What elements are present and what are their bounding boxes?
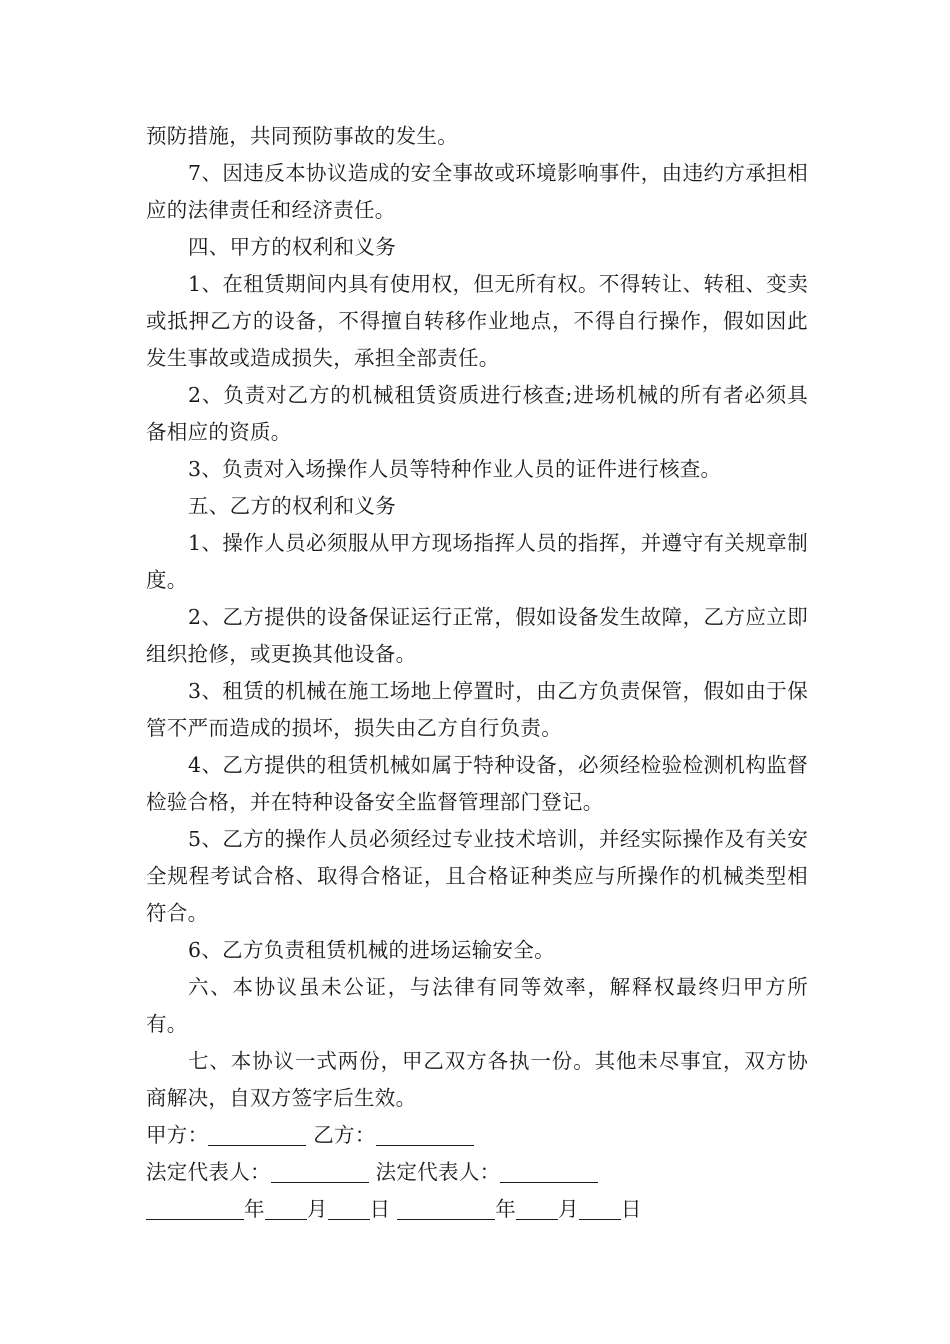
signature-representatives-line — [146, 1154, 808, 1191]
section-heading: 六、本协议虽未公证，与法律有同等效率，解释权最终归甲方所有。 — [146, 975, 808, 1036]
party-b-label: 乙方： — [313, 1123, 376, 1147]
rep-a-label: 法定代表人： — [146, 1160, 271, 1184]
rep-b-label: 法定代表人： — [375, 1160, 501, 1184]
date-b-month-label: 月 — [558, 1197, 579, 1221]
paragraph: 1、操作人员必须服从甲方现场指挥人员的指挥，并遵守有关规章制度。 — [146, 531, 808, 592]
rep-b-blank[interactable] — [500, 1160, 598, 1183]
party-a-label: 甲方： — [146, 1123, 209, 1147]
paragraph: 4、乙方提供的租赁机械如属于特种设备，必须经检验检测机构监督检验合格，并在特种设备安全监督管理部门登记。 — [146, 753, 808, 814]
paragraph: 预防措施，共同预防事故的发生。 — [146, 124, 458, 148]
paragraph: 1、在租赁期间内具有使用权，但无所有权。不得转让、转租、变卖或抵押乙方的设备，不得擅自转移作业地点，不得自行操作，假如因此发生事故或造成损失，承担全部责任。 — [146, 272, 808, 370]
date-b-month-blank[interactable] — [516, 1197, 558, 1220]
date-a-month-label: 月 — [306, 1197, 328, 1221]
date-a-year-label: 年 — [244, 1197, 265, 1221]
signature-date-line — [146, 1191, 808, 1228]
paragraph: 7、因违反本协议造成的安全事故或环境影响事件，由违约方承担相应的法律责任和经济责任。 — [146, 161, 808, 222]
paragraph: 6、乙方负责租赁机械的进场运输安全。 — [188, 938, 555, 962]
signature-parties-line — [146, 1117, 808, 1154]
date-a-month-blank[interactable] — [265, 1197, 307, 1220]
paragraph: 2、乙方提供的设备保证运行正常，假如设备发生故障，乙方应立即组织抢修，或更换其他设备。 — [146, 605, 808, 666]
section-heading: 四、甲方的权利和义务 — [188, 235, 396, 259]
party-a-blank[interactable] — [208, 1123, 306, 1146]
date-a-day-label: 日 — [369, 1197, 391, 1221]
section-heading: 七、本协议一式两份，甲乙双方各执一份。其他未尽事宜，双方协商解决，自双方签字后生效。 — [146, 1049, 808, 1110]
document-body — [146, 118, 808, 1228]
date-a-day-blank[interactable] — [328, 1197, 370, 1220]
paragraph: 3、负责对入场操作人员等特种作业人员的证件进行核查。 — [188, 457, 722, 481]
date-b-day-blank[interactable] — [579, 1197, 621, 1220]
section-heading: 五、乙方的权利和义务 — [188, 494, 396, 518]
date-b-year-blank[interactable] — [397, 1197, 495, 1220]
date-b-day-label: 日 — [620, 1197, 642, 1221]
date-a-year-blank[interactable] — [146, 1197, 244, 1220]
paragraph: 2、负责对乙方的机械租赁资质进行核查;进场机械的所有者必须具备相应的资质。 — [146, 383, 808, 444]
date-b-year-label: 年 — [495, 1197, 517, 1221]
party-b-blank[interactable] — [376, 1123, 474, 1146]
paragraph: 5、乙方的操作人员必须经过专业技术培训，并经实际操作及有关安全规程考试合格、取得合格证，且合格证种类应与所操作的机械类型相符合。 — [146, 827, 808, 925]
rep-a-blank[interactable] — [271, 1160, 369, 1183]
paragraph: 3、租赁的机械在施工场地上停置时，由乙方负责保管，假如由于保管不严而造成的损坏，损失由乙方自行负责。 — [146, 679, 808, 740]
